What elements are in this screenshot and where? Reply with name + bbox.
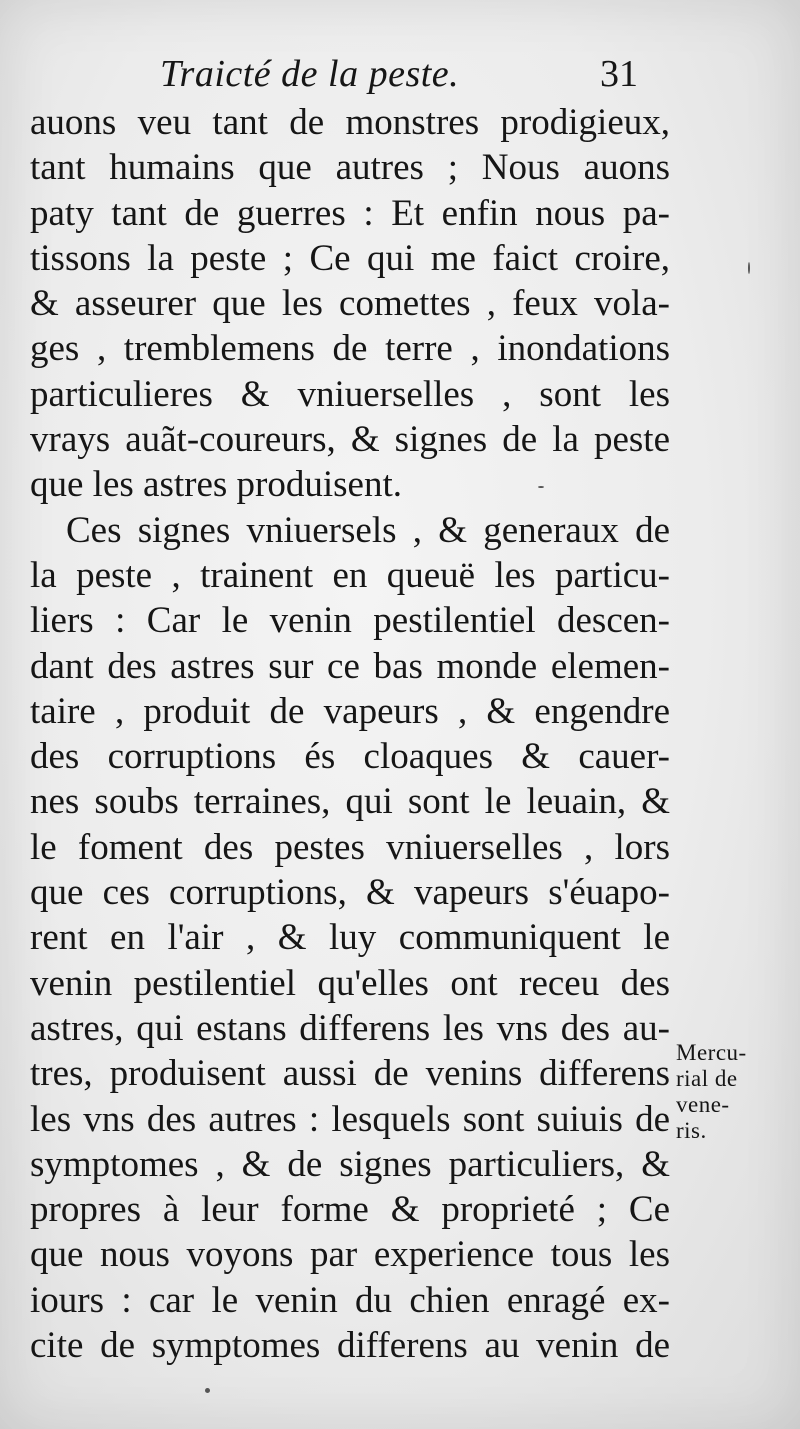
text-line: dant des astres sur ce bas monde elemen- (30, 645, 670, 687)
text-line: particulieres & vniuerselles , sont les (30, 373, 670, 415)
paragraph-start-line: Ces signes vniuersels , & generaux de (66, 509, 670, 551)
paragraph-end-line: que les astres produisent. (30, 464, 402, 506)
text-line: que nous voyons par experience tous les (30, 1234, 670, 1276)
text-line: des corruptions és cloaques & cauer- (30, 736, 670, 778)
running-title: Traicté de la peste. (160, 53, 460, 95)
text-line: rent en l'air , & luy communiquent le (30, 917, 670, 959)
text-line: venin pestilentiel qu'elles ont receu des (30, 962, 670, 1004)
text-line: cite de symptomes differens au venin de (30, 1325, 670, 1367)
text-line: tres, produisent aussi de venins differens (30, 1053, 670, 1095)
text-line: liers : Car le venin pestilentiel descen- (30, 600, 670, 642)
marginal-note (676, 1040, 786, 1144)
page-number: 31 (600, 53, 638, 95)
text-line: les vns des autres : lesquels sont suiuis de (30, 1098, 670, 1140)
text-line: symptomes , & de signes particuliers, & (30, 1143, 670, 1185)
paper-speck (205, 1388, 210, 1393)
text-line: paty tant de guerres : Et enfin nous pa- (30, 192, 670, 234)
marginal-note-line: ris. (676, 1118, 707, 1143)
text-line: iours : car le venin du chien enragé ex- (30, 1279, 670, 1321)
text-line: auons veu tant de monstres prodigieux, (30, 102, 670, 143)
text-line: nes soubs terraines, qui sont le leuain, & (30, 781, 670, 823)
text-line: ges , tremblemens de terre , inondations (30, 328, 670, 370)
marginal-note-line: vene- (676, 1092, 730, 1117)
text-line: propres à leur forme & proprieté ; Ce (30, 1189, 670, 1231)
text-line: vrays auãt-coureurs, & signes de la peste (30, 419, 670, 461)
marginal-note-line: Mercu- (676, 1040, 747, 1065)
text-line: & asseurer que les comettes , feux vola- (30, 283, 670, 325)
marginal-note-line: rial de (676, 1066, 738, 1091)
text-line: la peste , trainent en queuë les particu- (30, 554, 670, 596)
text-line: tissons la peste ; Ce qui me faict croire, (30, 237, 670, 279)
text-line: le foment des pestes vniuerselles , lors (30, 826, 670, 868)
paper-speck (538, 486, 544, 488)
paper-speck (748, 262, 750, 274)
text-line: tant humains que autres ; Nous auons (30, 147, 670, 189)
text-line: taire , produit de vapeurs , & engendre (30, 690, 670, 732)
text-line: que ces corruptions, & vapeurs s'éuapo- (30, 872, 670, 914)
text-line: astres, qui estans differens les vns des au- (30, 1007, 670, 1049)
body-text (30, 100, 670, 1368)
page-header (160, 48, 660, 100)
